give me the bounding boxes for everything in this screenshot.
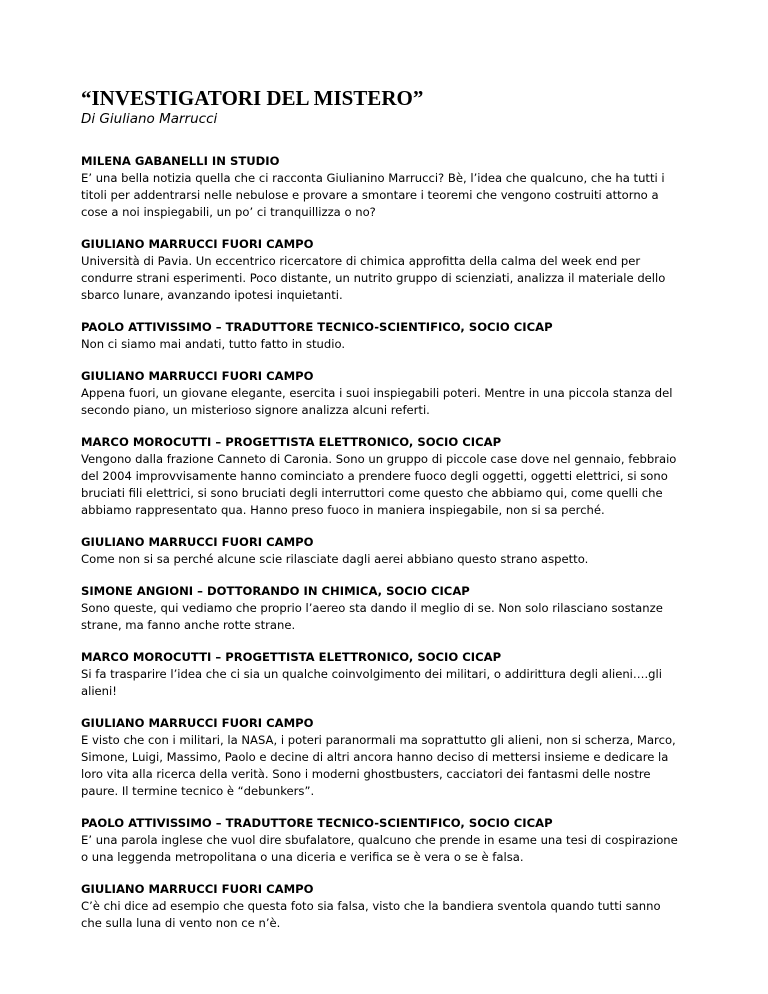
speaker-text: Si fa trasparire l’idea che ci sia un qualche coinvolgimento dei militari, o addirittura degli alieni….gli alieni! (81, 667, 662, 698)
speaker-text: Sono queste, qui vediamo che proprio l’aereo sta dando il meglio di se. Non solo rilasciano sostanze strane, ma fanno anche rotte strane. (81, 601, 663, 632)
transcript-block (81, 368, 681, 419)
speaker-text: Non ci siamo mai andati, tutto fatto in studio. (81, 337, 346, 351)
speaker-heading: GIULIANO MARRUCCI FUORI CAMPO (81, 535, 314, 549)
transcript-block (81, 583, 681, 634)
speaker-text: E visto che con i militari, la NASA, i poteri paranormali ma soprattutto gli alieni, non si scherza, Marco, Simone, Luigi, Massimo, Paolo e decine di altri ancora hanno deciso di mettersi insieme e dedicare la loro vita alla ricerca della verità. Sono i moderni ghostbusters, cacciatori dei fantasmi delle nostre paure. Il termine tecnico è “debunkers”. (81, 733, 676, 798)
transcript-block (81, 881, 681, 932)
transcript-block (81, 434, 681, 519)
transcript-block (81, 649, 681, 700)
speaker-heading: GIULIANO MARRUCCI FUORI CAMPO (81, 716, 314, 730)
speaker-heading: SIMONE ANGIONI – DOTTORANDO IN CHIMICA, SOCIO CICAP (81, 584, 470, 598)
transcript-block (81, 534, 681, 568)
speaker-heading: GIULIANO MARRUCCI FUORI CAMPO (81, 237, 314, 251)
speaker-text: E’ una parola inglese che vuol dire sbufalatore, qualcuno che prende in esame una tesi di cospirazione o una leggenda metropolitana o una diceria e verifica se è vera o se è falsa. (81, 833, 678, 864)
speaker-heading: PAOLO ATTIVISSIMO – TRADUTTORE TECNICO-SCIENTIFICO, SOCIO CICAP (81, 320, 553, 334)
speaker-text: Vengono dalla frazione Canneto di Caronia. Sono un gruppo di piccole case dove nel gennaio, febbraio del 2004 improvvisamente hanno cominciato a prendere fuoco degli oggetti, oggetti elettrici, si sono bruciati fili elettrici, si sono bruciati degli interruttori come questo che abbiamo qui, come quelli che abbiamo rappresentato qua. Hanno preso fuoco in maniera inspiegabile, non si sa perché. (81, 452, 677, 517)
speaker-heading: GIULIANO MARRUCCI FUORI CAMPO (81, 882, 314, 896)
speaker-heading: GIULIANO MARRUCCI FUORI CAMPO (81, 369, 314, 383)
speaker-text: Università di Pavia. Un eccentrico ricercatore di chimica approfitta della calma del week end per condurre strani esperimenti. Poco distante, un nutrito gruppo di scienziati, analizza il materiale dello sbarco lunare, avanzando ipotesi inquietanti. (81, 254, 666, 302)
speaker-heading: PAOLO ATTIVISSIMO – TRADUTTORE TECNICO-SCIENTIFICO, SOCIO CICAP (81, 816, 553, 830)
speaker-text: Come non si sa perché alcune scie rilasciate dagli aerei abbiano questo strano aspetto. (81, 552, 589, 566)
document-page (81, 86, 681, 947)
speaker-heading: MARCO MOROCUTTI – PROGETTISTA ELETTRONICO, SOCIO CICAP (81, 435, 502, 449)
transcript-block (81, 153, 681, 221)
speaker-text: E’ una bella notizia quella che ci racconta Giulianino Marrucci? Bè, l’idea che qualcuno, che ha tutti i titoli per addentrarsi nelle nebulose e provare a smontare i teoremi che vengono costruiti attorno a cose a noi inspiegabili, un po’ ci tranquillizza o no? (81, 171, 665, 219)
document-title: “INVESTIGATORI DEL MISTERO” (81, 86, 424, 110)
speaker-heading: MARCO MOROCUTTI – PROGETTISTA ELETTRONICO, SOCIO CICAP (81, 650, 502, 664)
speaker-heading: MILENA GABANELLI IN STUDIO (81, 154, 280, 168)
transcript-block (81, 815, 681, 866)
speaker-text: C’è chi dice ad esempio che questa foto sia falsa, visto che la bandiera sventola quando tutti sanno che sulla luna di vento non ce n’è. (81, 899, 661, 930)
transcript-block (81, 715, 681, 800)
speaker-text: Appena fuori, un giovane elegante, esercita i suoi inspiegabili poteri. Mentre in una piccola stanza del secondo piano, un misterioso signore analizza alcuni referti. (81, 386, 673, 417)
document-author: Di Giuliano Marrucci (81, 111, 218, 127)
transcript-block (81, 319, 681, 353)
transcript-block (81, 236, 681, 304)
